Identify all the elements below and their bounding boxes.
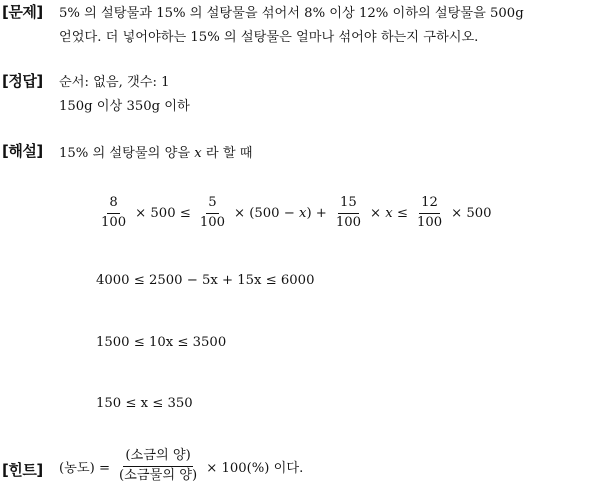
intro-text-post: 라 할 때 bbox=[205, 146, 253, 161]
hint-fraction: $\frac{\text{(소금의 양)}}{\text{(소금물의 양)}}$ bbox=[119, 448, 198, 483]
fraction-8-100: $\frac{8}{100}$ bbox=[101, 195, 127, 230]
intro-text-pre: 15% 의 설탕물의 양을 bbox=[59, 146, 191, 161]
problem-line-2: 얻었다. 더 넣어야하는 15% 의 설탕물은 얼마나 섞어야 하는지 구하시오. bbox=[59, 30, 479, 45]
fraction-12-100: $\frac{12}{100}$ bbox=[416, 195, 443, 230]
problem-tag: [문제] bbox=[2, 3, 43, 21]
hint-formula bbox=[59, 449, 303, 483]
intro-variable: x bbox=[194, 146, 202, 161]
equation-4: 150 ≤ x ≤ 350 bbox=[96, 396, 193, 411]
eq1-term-3: × x ≤ bbox=[370, 205, 408, 221]
answer-line-1: 순서: 없음, 갯수: 1 bbox=[59, 75, 170, 90]
hint-rhs: × 100(%) 이다. bbox=[206, 460, 304, 476]
equation-1 bbox=[96, 196, 492, 230]
explanation-intro bbox=[59, 142, 253, 161]
hint-tag: [힌트] bbox=[2, 461, 43, 479]
explanation-tag: [해설] bbox=[2, 142, 43, 160]
eq1-term-4: × 500 bbox=[451, 205, 492, 221]
problem-line-1: 5% 의 설탕물과 15% 의 설탕물을 섞어서 8% 이상 12% 이하의 설탕물을 500g bbox=[59, 6, 524, 21]
eq1-term-2: × (500 − x) + bbox=[234, 205, 327, 221]
fraction-15-100: $\frac{15}{100}$ bbox=[335, 195, 362, 230]
fraction-5-100: $\frac{5}{100}$ bbox=[199, 195, 225, 230]
equation-3: 1500 ≤ 10x ≤ 3500 bbox=[96, 335, 227, 350]
equation-2: 4000 ≤ 2500 − 5x + 15x ≤ 6000 bbox=[96, 273, 315, 288]
eq1-term-1: × 500 ≤ bbox=[135, 205, 191, 221]
answer-line-2: 150g 이상 350g 이하 bbox=[59, 99, 190, 114]
hint-lhs: (농도) = bbox=[59, 460, 111, 476]
answer-tag: [정답] bbox=[2, 72, 43, 90]
